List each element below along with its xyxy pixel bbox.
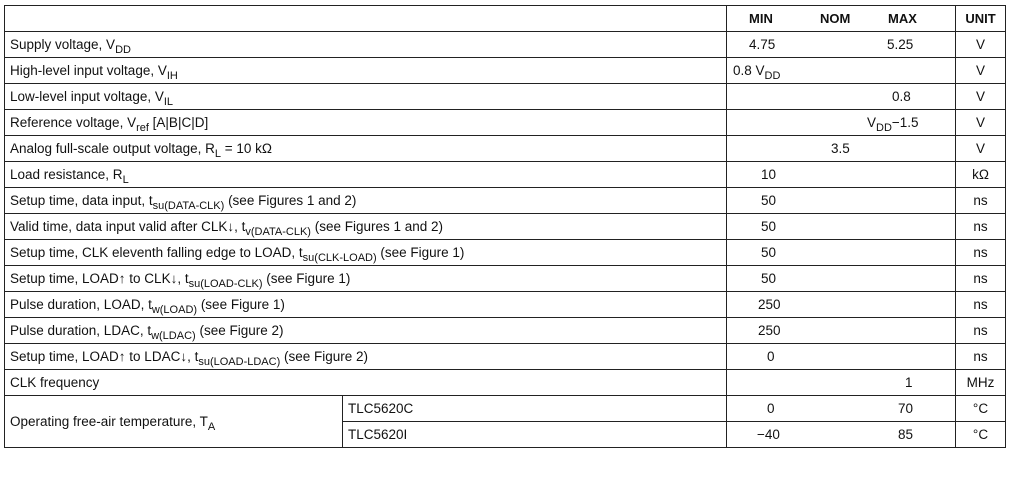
max-value: 70	[898, 401, 914, 416]
min-value	[767, 349, 775, 364]
unit-cell: V	[956, 110, 1006, 136]
parameter-description	[5, 292, 727, 318]
max-value: 85	[898, 427, 914, 442]
unit-cell: V	[956, 58, 1006, 84]
min-value	[761, 271, 776, 286]
parameter-suffix: (see Figure 1)	[197, 297, 285, 312]
values-cell	[727, 136, 956, 162]
table-row	[5, 58, 1006, 84]
table-row	[5, 292, 1006, 318]
table-row	[5, 162, 1006, 188]
parameter-description	[5, 370, 727, 396]
min-text: 250	[758, 323, 781, 338]
table-row	[5, 136, 1006, 162]
recommended-operating-conditions-table	[4, 5, 1006, 448]
parameter-subscript: IH	[166, 70, 178, 82]
parameter-description	[5, 162, 727, 188]
min-value	[758, 297, 781, 312]
parameter-description	[5, 188, 727, 214]
table-row-temp-c	[5, 396, 1006, 422]
min-value	[749, 37, 775, 52]
header-nom: NOM	[820, 11, 851, 26]
values-cell	[727, 32, 956, 58]
parameter-suffix: (see Figure 1)	[376, 245, 465, 260]
min-text: 0	[767, 349, 775, 364]
max-value: 5.25	[887, 37, 914, 52]
parameter-text: CLK frequency	[10, 375, 100, 390]
parameter-text: Supply voltage, V	[10, 37, 116, 52]
parameter-description	[5, 84, 727, 110]
parameter-text: Valid time, data input valid after CLK↓, t	[10, 219, 246, 234]
table-row	[5, 32, 1006, 58]
unit-cell: V	[956, 32, 1006, 58]
max-text: −1.5	[891, 115, 919, 130]
parameter-subscript: v(DATA-CLK)	[245, 226, 311, 238]
max-value: 0.8	[892, 89, 911, 104]
unit-cell: V	[956, 84, 1006, 110]
parameter-suffix: (see Figure 2)	[280, 349, 369, 364]
parameter-suffix: (see Figures 1 and 2)	[224, 193, 357, 208]
max-value	[867, 115, 919, 134]
min-value: −40	[757, 427, 780, 442]
min-text: 50	[761, 245, 777, 260]
unit-cell: V	[956, 136, 1006, 162]
parameter-subscript: IL	[163, 96, 174, 108]
values-cell	[727, 292, 956, 318]
parameter-subscript: su(CLK-LOAD)	[302, 252, 377, 264]
header-blank-cell	[5, 6, 727, 32]
min-value	[758, 323, 781, 338]
unit-cell: ns	[956, 344, 1006, 370]
parameter-subscript: w(LDAC)	[151, 330, 196, 342]
min-value	[761, 167, 776, 182]
parameter-subscript: L	[122, 174, 129, 186]
parameter-description	[5, 110, 727, 136]
unit-cell: ns	[956, 292, 1006, 318]
min-text: 50	[761, 193, 777, 208]
temp-description-text: Operating free-air temperature, T	[10, 414, 208, 429]
values-cell	[727, 370, 956, 396]
unit-cell: ns	[956, 318, 1006, 344]
parameter-subscript: su(LOAD-CLK)	[188, 278, 263, 290]
max-value: 1	[905, 375, 913, 390]
table-body	[5, 32, 1006, 396]
parameter-text: Setup time, data input, t	[10, 193, 153, 208]
unit-cell: °C	[956, 422, 1006, 448]
values-cell	[727, 266, 956, 292]
values-cell	[727, 162, 956, 188]
min-text: 0.8 V	[733, 63, 765, 78]
parameter-suffix: (see Figures 1 and 2)	[310, 219, 444, 234]
parameter-description	[5, 32, 727, 58]
values-cell	[727, 240, 956, 266]
min-text: 250	[758, 297, 781, 312]
unit-cell: ns	[956, 188, 1006, 214]
min-text: 50	[761, 271, 777, 286]
parameter-subscript: DD	[115, 44, 131, 56]
parameter-text: Load resistance, R	[10, 167, 123, 182]
parameter-description	[5, 58, 727, 84]
device-cell: TLC5620C	[343, 396, 727, 422]
header-row	[5, 6, 1006, 32]
parameter-text: Setup time, LOAD↑ to CLK↓, t	[10, 271, 189, 286]
table-row	[5, 110, 1006, 136]
parameter-text: High-level input voltage, V	[10, 63, 167, 78]
temp-subscript: A	[207, 421, 216, 433]
header-min: MIN	[749, 11, 773, 26]
values-cell	[727, 318, 956, 344]
parameter-suffix: (see Figure 2)	[195, 323, 284, 338]
header-max: MAX	[888, 11, 917, 26]
min-value	[761, 193, 776, 208]
header-values-cell	[727, 6, 956, 32]
temp-description	[5, 396, 343, 448]
parameter-subscript: ref	[136, 122, 149, 134]
table-row	[5, 266, 1006, 292]
parameter-description	[5, 214, 727, 240]
values-cell	[727, 84, 956, 110]
table-row	[5, 370, 1006, 396]
values-cell	[727, 422, 956, 448]
unit-cell: ns	[956, 214, 1006, 240]
unit-cell: kΩ	[956, 162, 1006, 188]
min-subscript: DD	[764, 70, 781, 82]
values-cell	[727, 214, 956, 240]
values-cell	[727, 396, 956, 422]
parameter-text: Reference voltage, V	[10, 115, 137, 130]
min-value	[733, 63, 781, 82]
unit-cell: °C	[956, 396, 1006, 422]
parameter-description	[5, 136, 727, 162]
parameter-description	[5, 318, 727, 344]
values-cell	[727, 110, 956, 136]
max-subscript: DD	[876, 122, 892, 134]
min-value: 0	[767, 401, 775, 416]
parameter-text: Low-level input voltage, V	[10, 89, 164, 104]
min-text: 4.75	[749, 37, 776, 52]
table-row	[5, 344, 1006, 370]
parameter-suffix: [A|B|C|D]	[148, 115, 209, 130]
parameter-description	[5, 240, 727, 266]
min-text: 10	[761, 167, 777, 182]
parameter-subscript: L	[214, 148, 221, 160]
device-cell: TLC5620I	[343, 422, 727, 448]
parameter-suffix: (see Figure 1)	[262, 271, 351, 286]
nom-value: 3.5	[831, 141, 850, 156]
min-value	[761, 245, 776, 260]
max-prefix: V	[867, 115, 877, 130]
parameter-text: Pulse duration, LDAC, t	[10, 323, 152, 338]
parameter-subscript: su(DATA-CLK)	[152, 200, 225, 212]
table-row	[5, 214, 1006, 240]
values-cell	[727, 58, 956, 84]
parameter-text: Analog full-scale output voltage, R	[10, 141, 215, 156]
table-row	[5, 240, 1006, 266]
min-text: 50	[761, 219, 777, 234]
parameter-text: Pulse duration, LOAD, t	[10, 297, 152, 312]
values-cell	[727, 344, 956, 370]
unit-cell: ns	[956, 266, 1006, 292]
table-row	[5, 84, 1006, 110]
header-unit: UNIT	[956, 6, 1006, 32]
values-cell	[727, 188, 956, 214]
parameter-description	[5, 344, 727, 370]
parameter-text: Setup time, LOAD↑ to LDAC↓, t	[10, 349, 199, 364]
parameter-suffix: = 10 kΩ	[221, 141, 272, 156]
parameter-text: Setup time, CLK eleventh falling edge to LOAD, t	[10, 245, 303, 260]
parameter-subscript: w(LOAD)	[151, 304, 198, 316]
table-row	[5, 188, 1006, 214]
unit-cell: MHz	[956, 370, 1006, 396]
unit-cell: ns	[956, 240, 1006, 266]
parameter-subscript: su(LOAD-LDAC)	[198, 356, 281, 368]
parameter-description	[5, 266, 727, 292]
min-value	[761, 219, 776, 234]
table-row	[5, 318, 1006, 344]
